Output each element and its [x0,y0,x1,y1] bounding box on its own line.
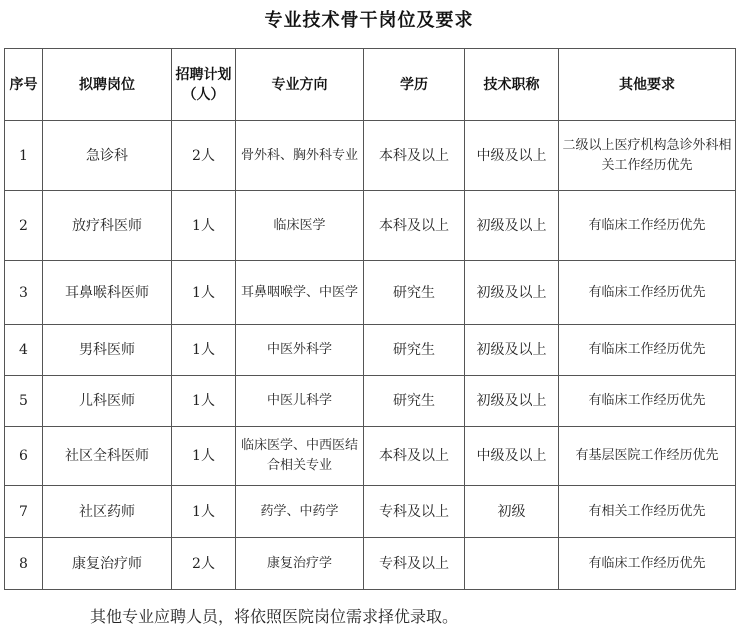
positions-table [4,48,736,590]
header-position: 拟聘岗位 [43,49,172,121]
cell-title: 中级及以上 [465,121,559,191]
cell-position: 康复治疗师 [43,538,172,590]
header-title: 技术职称 [465,49,559,121]
cell-education: 本科及以上 [364,427,465,486]
cell-quota: 2人 [172,538,236,590]
cell-index: 8 [5,538,43,590]
cell-major: 中医外科学 [236,325,364,376]
cell-index: 6 [5,427,43,486]
header-education: 学历 [364,49,465,121]
cell-title: 初级及以上 [465,191,559,261]
cell-position: 耳鼻喉科医师 [43,261,172,325]
cell-quota: 1人 [172,486,236,538]
cell-title: 初级及以上 [465,325,559,376]
cell-title: 中级及以上 [465,427,559,486]
cell-title [465,538,559,590]
table-row [5,427,736,486]
cell-index: 5 [5,376,43,427]
table-row [5,486,736,538]
cell-position: 男科医师 [43,325,172,376]
footer-note: 其他专业应聘人员，将依照医院岗位需求择优录取。 [90,607,459,626]
cell-position: 社区药师 [43,486,172,538]
cell-position: 社区全科医师 [43,427,172,486]
table-row [5,191,736,261]
cell-other: 二级以上医疗机构急诊外科相关工作经历优先 [559,121,736,191]
cell-index: 7 [5,486,43,538]
header-index: 序号 [5,49,43,121]
table-row [5,376,736,427]
cell-quota: 1人 [172,376,236,427]
cell-quota: 2人 [172,121,236,191]
cell-education: 研究生 [364,376,465,427]
cell-other: 有相关工作经历优先 [559,486,736,538]
cell-title: 初级及以上 [465,261,559,325]
cell-quota: 1人 [172,261,236,325]
cell-major: 康复治疗学 [236,538,364,590]
cell-other: 有临床工作经历优先 [559,376,736,427]
cell-title: 初级及以上 [465,376,559,427]
table-row [5,538,736,590]
cell-index: 3 [5,261,43,325]
cell-education: 研究生 [364,261,465,325]
cell-major: 临床医学、中西医结合相关专业 [236,427,364,486]
cell-quota: 1人 [172,325,236,376]
cell-other: 有临床工作经历优先 [559,261,736,325]
cell-major: 耳鼻咽喉学、中医学 [236,261,364,325]
cell-position: 急诊科 [43,121,172,191]
cell-education: 专科及以上 [364,486,465,538]
table-header-row [5,49,736,121]
cell-education: 研究生 [364,325,465,376]
cell-index: 1 [5,121,43,191]
cell-education: 本科及以上 [364,121,465,191]
table-row [5,261,736,325]
cell-major: 骨外科、胸外科专业 [236,121,364,191]
page-title: 专业技术骨干岗位及要求 [264,10,474,31]
table-row [5,121,736,191]
cell-other: 有基层医院工作经历优先 [559,427,736,486]
cell-index: 2 [5,191,43,261]
header-major: 专业方向 [236,49,364,121]
cell-position: 儿科医师 [43,376,172,427]
header-other: 其他要求 [559,49,736,121]
cell-position: 放疗科医师 [43,191,172,261]
cell-major: 药学、中药学 [236,486,364,538]
cell-quota: 1人 [172,427,236,486]
table-row [5,325,736,376]
cell-other: 有临床工作经历优先 [559,191,736,261]
cell-title: 初级 [465,486,559,538]
cell-other: 有临床工作经历优先 [559,538,736,590]
cell-education: 本科及以上 [364,191,465,261]
cell-other: 有临床工作经历优先 [559,325,736,376]
cell-major: 中医儿科学 [236,376,364,427]
cell-education: 专科及以上 [364,538,465,590]
cell-major: 临床医学 [236,191,364,261]
cell-index: 4 [5,325,43,376]
cell-quota: 1人 [172,191,236,261]
header-quota: 招聘计划（人） [172,49,236,121]
